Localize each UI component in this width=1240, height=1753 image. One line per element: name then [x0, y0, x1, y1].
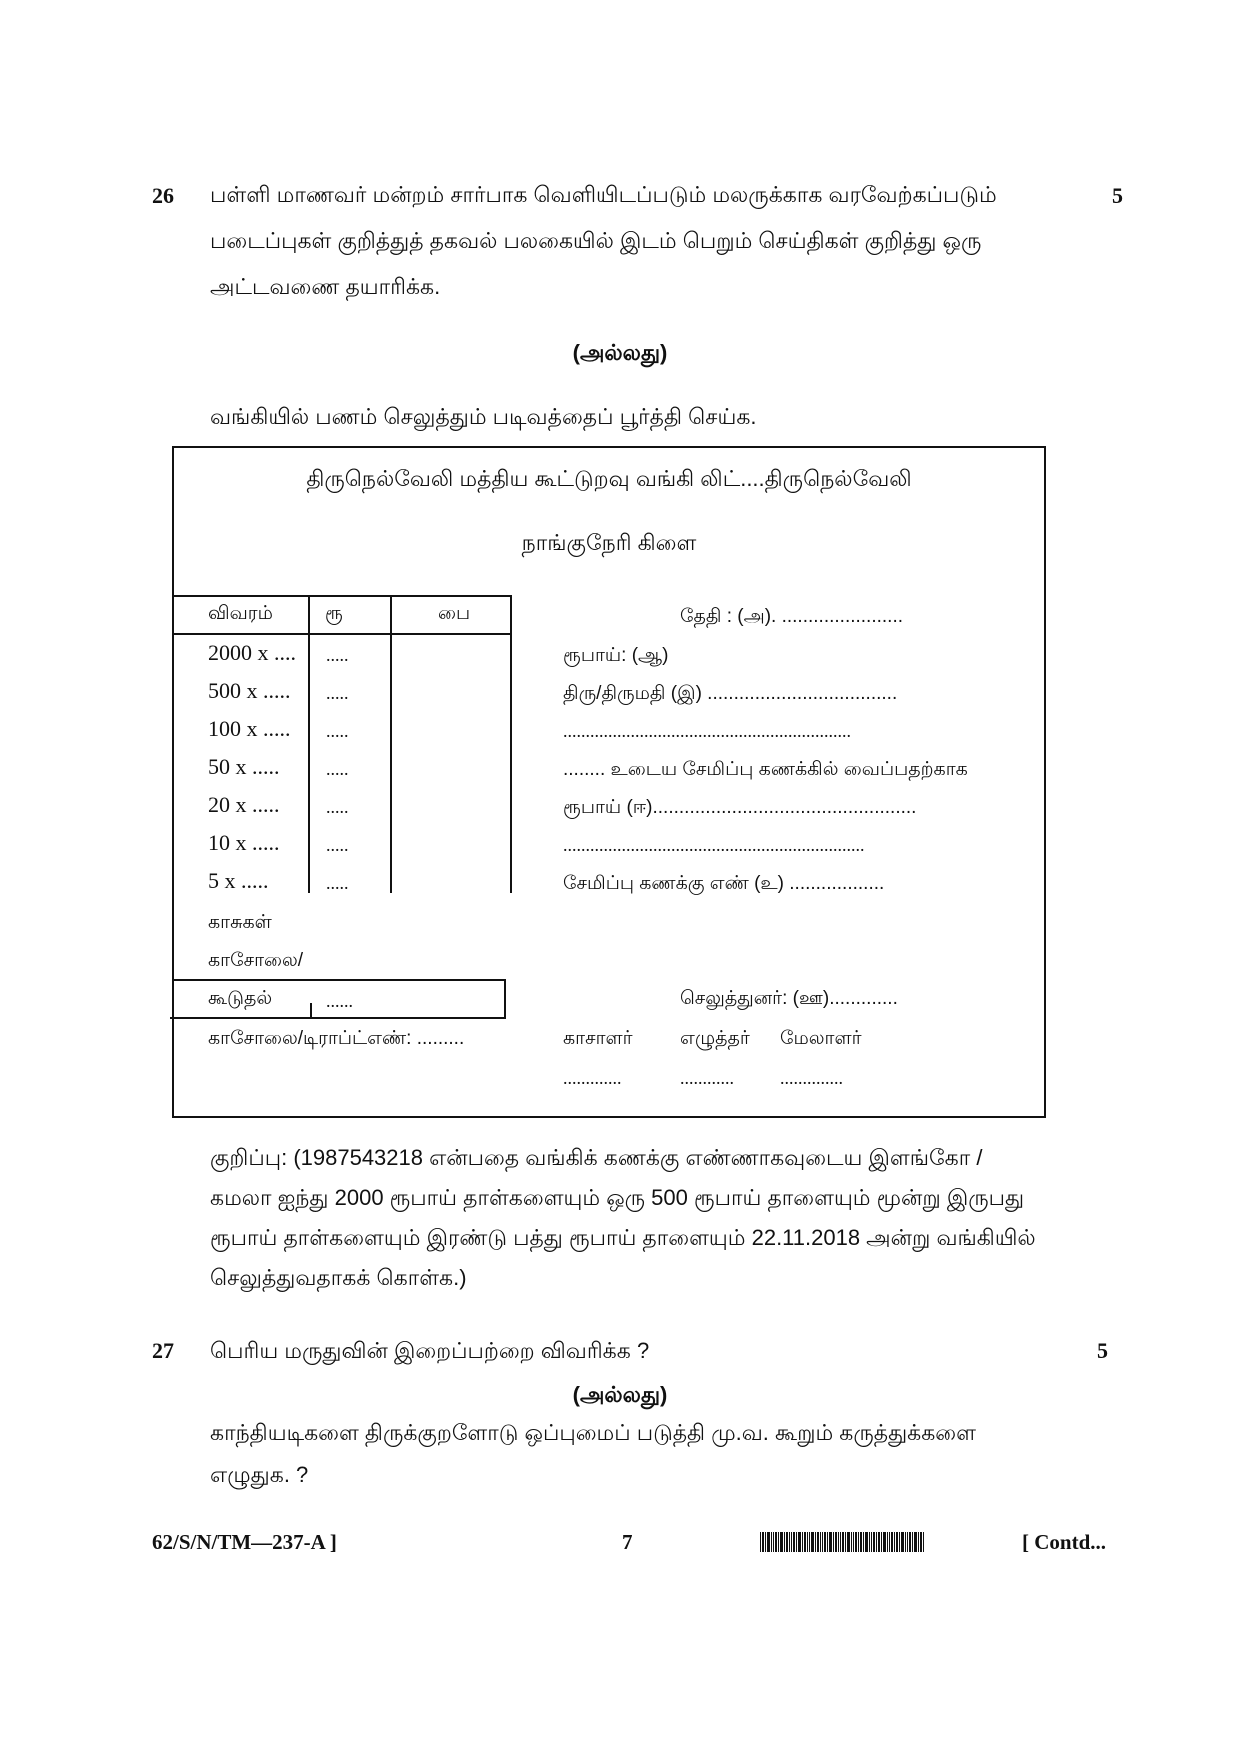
question-27-or: (அல்லது): [572, 1382, 668, 1407]
name-field: திரு/திருமதி (இ) ....................................: [563, 683, 898, 704]
question-26-alternative: வங்கியில் பணம் செலுத்தும் படிவத்தைப் பூர்த்தி செய்க.: [210, 404, 757, 429]
date-field: தேதி : (அ). .......................: [680, 606, 904, 627]
bank-name: திருநெல்வேலி மத்திய கூட்டுறவு வங்கி லிட்....திருநெல்வேலி: [306, 466, 912, 491]
question-26-marks: 5: [1112, 183, 1123, 208]
total-row-tick: [310, 1003, 312, 1017]
rupee-amount-dots: .....: [326, 759, 349, 779]
denomination-row: 100 x .....: [208, 716, 291, 741]
table-right-border: [510, 595, 512, 893]
table-top-line: [172, 595, 512, 597]
question-27-alt-line-2: எழுதுக. ?: [210, 1462, 309, 1487]
cashier-label: காசாளர்: [563, 1028, 633, 1049]
rupees-field: ரூபாய்: (ஆ): [563, 645, 669, 666]
question-27-text: பெரிய மருதுவின் இறைப்பற்றை விவரிக்க ?: [210, 1338, 650, 1363]
header-rupees: ரூ: [325, 603, 343, 624]
rupee-amount-dots: .....: [326, 835, 349, 855]
denomination-row: 2000 x ....: [208, 640, 296, 665]
denomination-row: 10 x .....: [208, 830, 280, 855]
table-col-divider-2: [390, 595, 392, 893]
amount-in-words: ரூபாய் (ஈ)..................................................: [563, 797, 917, 818]
manager-label: மேலாளர்: [780, 1028, 862, 1049]
question-26-line-1: பள்ளி மாணவர் மன்றம் சார்பாக வெளியிடப்படும் மலருக்காக வரவேற்கப்படும்: [210, 182, 997, 207]
header-details: விவரம்: [208, 603, 273, 624]
cashier-sign-dots: .............: [563, 1068, 622, 1088]
total-row-right-line: [504, 979, 506, 1019]
amount-continuation-dots: ...................................................................: [563, 835, 865, 855]
rupee-amount-dots: .....: [326, 721, 349, 741]
question-26-line-2: படைப்புகள் குறித்துத் தகவல் பலகையில் இடம் பெறும் செய்திகள் குறித்து ஒரு: [210, 228, 982, 253]
note-line-1: குறிப்பு: (1987543218 என்பதை வங்கிக் கணக்கு எண்ணாகவுடைய இளங்கோ /: [210, 1145, 983, 1170]
manager-sign-dots: ..............: [780, 1068, 843, 1088]
denomination-row: 50 x .....: [208, 754, 280, 779]
continued-label: [ Contd...: [1022, 1530, 1107, 1554]
note-line-2: கமலா ஐந்து 2000 ரூபாய் தாள்களையும் ஒரு 500 ரூபாய் தாளையும் மூன்று இருபது: [210, 1185, 1025, 1210]
total-label: கூடுதல்: [208, 988, 273, 1009]
paper-code: 62/S/N/TM—237-A ]: [152, 1530, 337, 1554]
clerk-sign-dots: ............: [680, 1068, 734, 1088]
question-26-or: (அல்லது): [572, 340, 668, 365]
rupee-amount-dots: .....: [326, 873, 349, 893]
rupee-amount-dots: .....: [326, 797, 349, 817]
clerk-label: எழுத்தர்: [680, 1028, 750, 1049]
question-26-number: 26: [152, 183, 174, 208]
cheque-draft-number: காசோலை/டிராப்ட்எண்: .........: [208, 1028, 465, 1049]
question-26-text: [210, 172, 1090, 310]
denomination-row: 500 x .....: [208, 678, 291, 703]
denomination-row: 20 x .....: [208, 792, 280, 817]
branch-name: நாங்குநேரி கிளை: [521, 530, 697, 555]
table-header-line: [172, 633, 512, 635]
rupee-amount-dots: .....: [326, 645, 349, 665]
account-purpose: ........ உடைய சேமிப்பு கணக்கில் வைப்பதற்காக: [563, 759, 968, 780]
note-block: [210, 1138, 1110, 1298]
depositor-field: செலுத்துனர்: (ஊ).............: [680, 988, 898, 1009]
total-row-top-line: [172, 979, 506, 981]
cheque-label: காசோலை/: [208, 950, 304, 971]
note-line-4: செலுத்துவதாகக் கொள்க.): [210, 1265, 467, 1290]
coins-label: காசுகள்: [208, 912, 272, 933]
total-row-bottom-line: [170, 1017, 506, 1019]
question-27-alt-line-1: காந்தியடிகளை திருக்குறளோடு ஒப்புமைப் படுத்தி மு.வ. கூறும் கருத்துக்களை: [210, 1420, 976, 1445]
question-27-number: 27: [152, 1338, 174, 1363]
header-paise: பை: [438, 603, 471, 624]
question-27-alternative: [210, 1412, 1110, 1496]
question-27-marks: 5: [1097, 1338, 1108, 1363]
question-26-line-3: அட்டவணை தயாரிக்க.: [210, 274, 441, 299]
account-number-field: சேமிப்பு கணக்கு எண் (உ) ..................: [563, 873, 885, 894]
page-number: 7: [622, 1530, 633, 1554]
name-continuation-dots: ................................................................: [563, 721, 851, 741]
table-col-divider-1: [308, 595, 310, 893]
denomination-row: 5 x .....: [208, 868, 269, 893]
barcode: [760, 1532, 925, 1552]
rupee-amount-dots: .....: [326, 683, 349, 703]
total-dots: ......: [326, 991, 353, 1011]
note-line-3: ரூபாய் தாள்களையும் இரண்டு பத்து ரூபாய் தாளையும் 22.11.2018 அன்று வங்கியில்: [210, 1225, 1036, 1250]
